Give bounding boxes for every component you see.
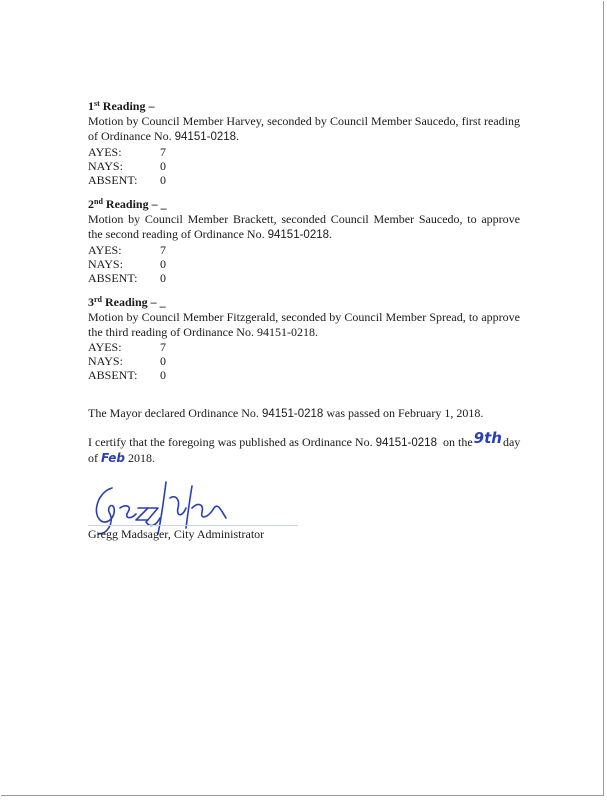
certification-year: 2018. [125,451,155,465]
handwritten-day: 9th [473,429,502,447]
signature-block [88,478,308,548]
certification-line-2 [88,451,528,466]
motion-text [88,212,520,243]
vote-label: NAYS: [88,159,123,173]
reading-heading [88,197,528,212]
vote-value: 0 [160,257,166,271]
vote-value: 7 [160,340,166,354]
handwritten-month: Feb [101,451,125,465]
signatory-name-title: Gregg Madsager, City Administrator [88,527,265,541]
signature-line [88,525,298,526]
vote-row-absent [88,271,528,285]
certification-of: of [88,451,101,465]
motion-text [88,310,520,340]
vote-value: 0 [160,354,166,368]
vote-label: AYES: [88,145,122,159]
vote-value: 7 [160,243,166,257]
reading-heading [88,99,528,114]
motion-body: Motion by Council Member Harvey, seconded by Council Member Saucedo, first reading of Ordinance No. [88,114,520,143]
declaration-date-text: was passed on February 1, 2018. [323,406,484,420]
ordinance-number: 94151-0218 [267,229,330,241]
reading-ordinal-suffix: nd [94,197,103,206]
vote-row-nays [88,159,528,173]
ordinance-number: 94151-0218 [261,408,324,420]
reading-ordinal: 1 [88,99,94,113]
reading-ordinal-suffix: st [94,99,100,108]
vote-row-absent [88,368,528,382]
reading-ordinal-suffix: rd [94,295,102,304]
certification-text: I certify that the foregoing was published as Ordinance No. [88,435,376,449]
motion-end: . [236,129,240,143]
mayor-declaration [88,406,528,422]
reading-heading-text: Reading – _ [102,197,167,211]
reading-2 [88,197,528,285]
reading-1 [88,99,528,187]
document-page [88,99,528,466]
ordinance-number: 94151-0218 [375,437,437,449]
reading-heading-text: Reading – _ [102,295,166,309]
reading-ordinal: 2 [88,197,94,211]
vote-value: 0 [160,271,166,285]
vote-value: 0 [160,173,166,187]
vote-row-ayes [88,145,528,159]
vote-value: 7 [160,145,166,159]
vote-label: ABSENT: [88,173,138,187]
vote-value: 0 [160,368,166,382]
motion-end: . [329,227,333,241]
vote-label: AYES: [88,340,122,354]
ordinance-number: 94151-0218 [174,131,237,143]
declaration-text: The Mayor declared Ordinance No. [88,406,262,420]
certification-statement [88,429,528,466]
reading-heading [88,295,528,310]
vote-label: NAYS: [88,257,123,271]
vote-label: AYES: [88,243,122,257]
certification-on-the: on the [436,435,473,449]
reading-ordinal: 3 [88,295,94,309]
vote-label: NAYS: [88,354,123,368]
motion-body: Motion by Council Member Brackett, seconded Council Member Saucedo, to approve the second reading of Ordinance No. [88,212,520,241]
vote-value: 0 [160,159,166,173]
vote-row-nays [88,354,528,368]
motion-body: Motion by Council Member Fitzgerald, seconded by Council Member Spread, to approve the third reading of Ordinance No. 94151-0218. [88,310,520,339]
certification-line-1 [88,429,528,451]
vote-row-ayes [88,243,528,257]
vote-row-ayes [88,340,528,354]
certification-day-word: day [502,435,521,449]
vote-label: ABSENT: [88,368,138,382]
vote-row-absent [88,173,528,187]
vote-label: ABSENT: [88,271,138,285]
motion-text [88,114,520,145]
reading-3 [88,295,528,382]
reading-heading-text: Reading – [99,99,155,113]
vote-row-nays [88,257,528,271]
